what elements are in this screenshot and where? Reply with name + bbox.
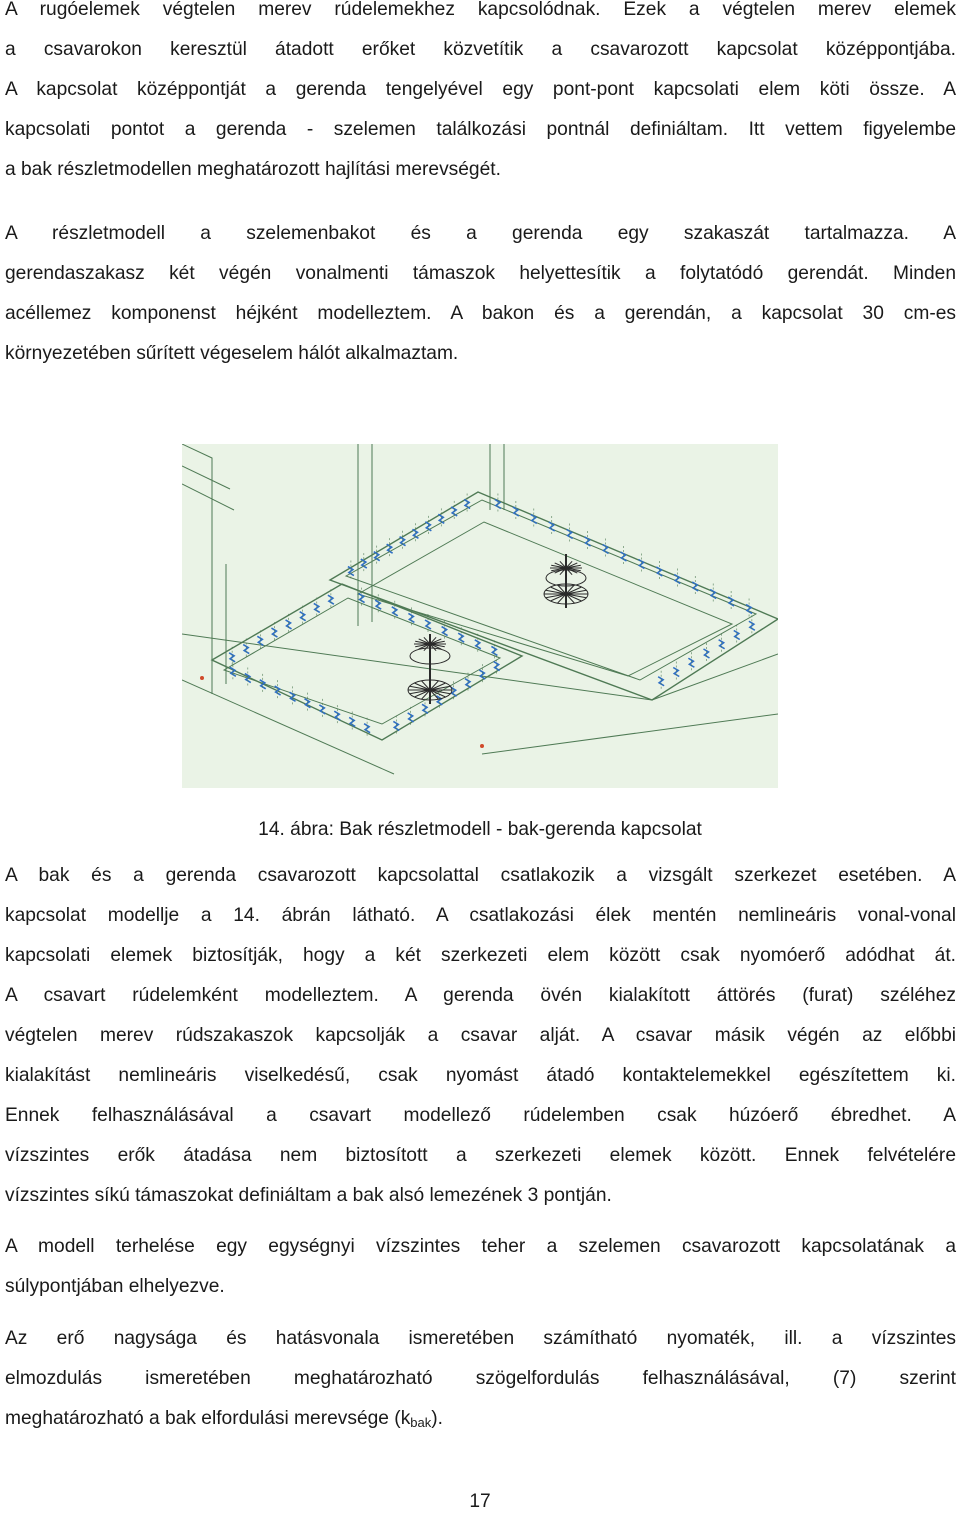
- text-line: kapcsolati pontot a gerenda - szelemen találkozási pontnál definiáltam. Itt vettem figyelembe: [5, 119, 956, 140]
- paragraph-4: [5, 1227, 956, 1307]
- text-line: elmozdulás ismeretében meghatározható szögelfordulás felhasználásával, (7) szerint: [5, 1368, 956, 1389]
- figure-fem-model: [182, 444, 778, 788]
- text-line: A részletmodell a szelemenbakot és a gerenda egy szakaszát tartalmazza. A: [5, 223, 956, 244]
- text-line: végtelen merev rúdszakaszok kapcsolják a csavar alját. A csavar másik végén az előbbi: [5, 1025, 956, 1046]
- page-number: 17: [469, 1491, 491, 1512]
- paragraph-3: [5, 856, 956, 1216]
- text-line: acéllemez komponenst héjként modelleztem. A bakon és a gerendán, a kapcsolat 30 cm-es: [5, 303, 956, 324]
- text-line: A csavart rúdelemként modelleztem. A gerenda övén kialakított áttörés (furat) széléhez: [5, 985, 956, 1006]
- figure-caption: 14. ábra: Bak részletmodell - bak-gerenda kapcsolat: [258, 819, 702, 840]
- text-line: gerendaszakasz két végén vonalmenti támaszok helyettesítik a folytatódó gerendát. Minden: [5, 263, 956, 284]
- text-line: kapcsolat modellje a 14. ábrán látható. A csatlakozási élek mentén nemlineáris vonal-vonal: [5, 905, 956, 926]
- fem-mesh-drawing: [182, 444, 778, 788]
- text-line: vízszintes síkú támaszokat definiáltam a bak alsó lemezének 3 pontján.: [5, 1185, 612, 1206]
- text-line: súlypontjában elhelyezve.: [5, 1276, 225, 1297]
- text-line: kapcsolati elemek biztosítják, hogy a két szerkezeti elem között csak nyomóerő adódhat át.: [5, 945, 956, 966]
- text-line: A rugóelemek végtelen merev rúdelemekhez kapcsolódnak. Ezek a végtelen merev elemek: [5, 0, 956, 20]
- support-marker: [480, 744, 484, 748]
- text-line-with-subscript: meghatározható a bak elfordulási merevsége $(k_{bak})$.: [5, 1408, 443, 1430]
- text-line: kialakítást nemlineáris viselkedésű, csak nyomást átadó kontaktelemekkel egészítettem ki.: [5, 1065, 956, 1086]
- subscript-bak: bak: [410, 1415, 432, 1430]
- text-line: A modell terhelése egy egységnyi vízszintes teher a szelemen csavarozott kapcsolatának a: [5, 1236, 956, 1257]
- text-line: a csavarokon keresztül átadott erőket közvetítik a csavarozott kapcsolat középpontjába.: [5, 39, 956, 60]
- paragraph-1: [5, 0, 956, 190]
- paragraph-5: [5, 1319, 956, 1439]
- text-line: vízszintes erők átadása nem biztosított a szerkezeti elemek között. Ennek felvételére: [5, 1145, 956, 1166]
- text-line: a bak részletmodellen meghatározott hajlítási merevségét.: [5, 159, 501, 180]
- text-line: A bak és a gerenda csavarozott kapcsolattal csatlakozik a vizsgált szerkezet esetében. A: [5, 865, 956, 886]
- text-line: Ennek felhasználásával a csavart modellező rúdelemben csak húzóerő ébredhet. A: [5, 1105, 956, 1126]
- paragraph-2: [5, 214, 956, 374]
- text-line: Az erő nagysága és hatásvonala ismeretében számítható nyomaték, ill. a vízszintes: [5, 1328, 956, 1349]
- text-line: környezetében sűrített végeselem hálót alkalmaztam.: [5, 343, 459, 364]
- text-line: A kapcsolat középpontját a gerenda tengelyével egy pont-pont kapcsolati elem köti össze. A: [5, 79, 956, 100]
